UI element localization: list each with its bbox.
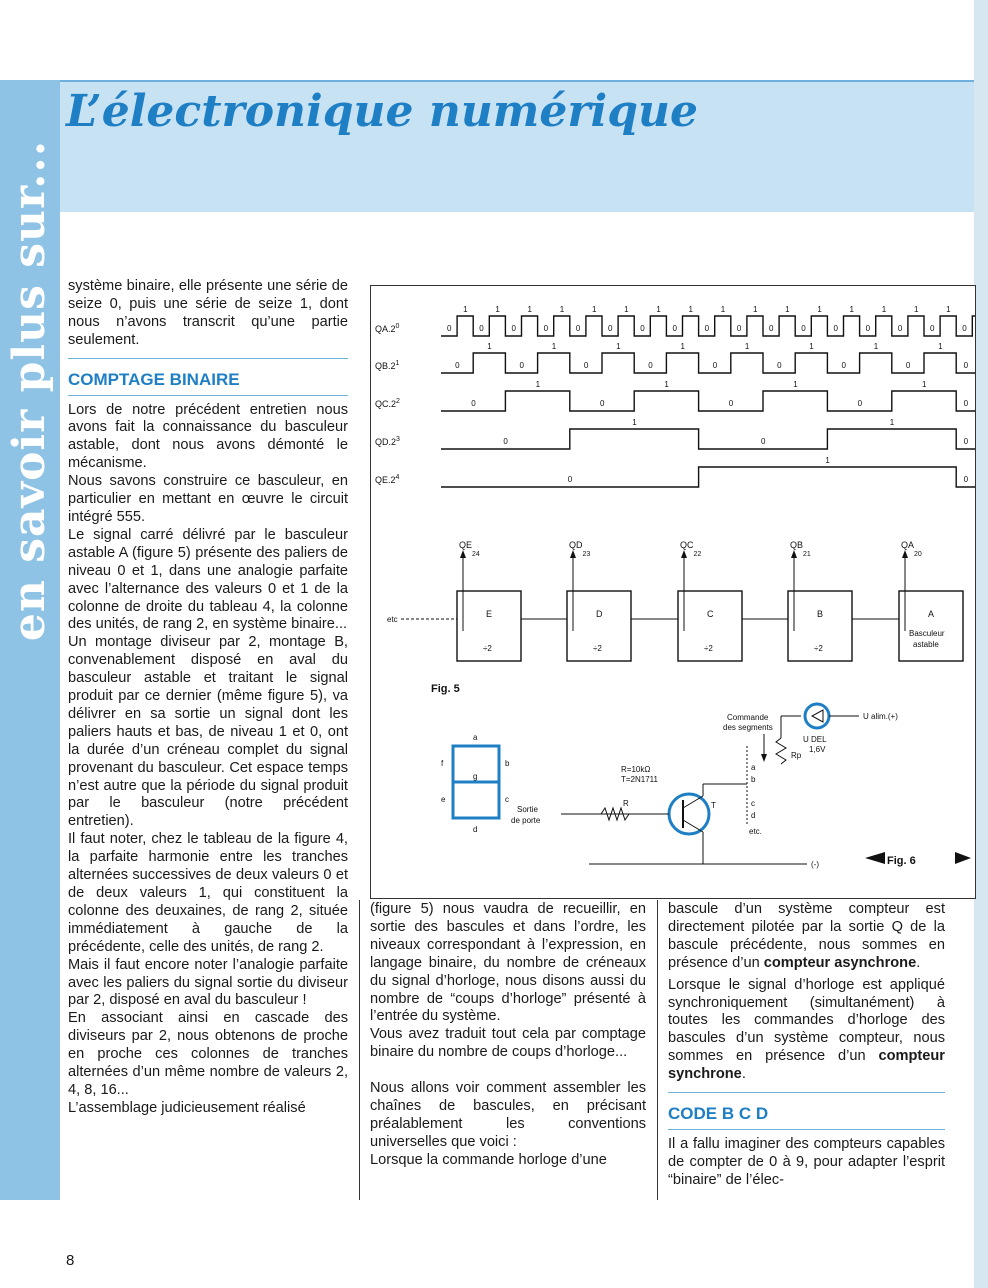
level-zero-label: 0 (600, 399, 605, 408)
output-label: $QC_{22}$ (680, 540, 702, 558)
header-strip (60, 212, 988, 228)
level-one-label: 1 (559, 305, 565, 314)
output-arrow-head (902, 550, 908, 558)
bus-segment-label: d (751, 811, 756, 820)
udel-label: U DEL (803, 735, 827, 744)
segment-label: e (441, 795, 446, 804)
paragraph: Le signal carré délivré par le basculeur astable A (figure 5) présente des paliers de niveau 0 et 1, dans une analogie parfaite avec l’alternance des valeurs 0 et 1 de la colonne de droite du tableau 4, la colonne des unités, de rang 2, en système binaire... (68, 526, 348, 633)
bus-etc-label: etc. (749, 827, 762, 836)
level-one-label: 1 (495, 305, 500, 314)
level-zero-label: 0 (471, 399, 476, 408)
level-zero-label: 0 (897, 324, 903, 333)
level-zero-label: 0 (503, 437, 508, 446)
left-column (68, 278, 348, 1118)
etc-label: etc (387, 615, 398, 624)
figure-box (370, 285, 976, 899)
level-one-label: 1 (938, 342, 943, 351)
block-letter: B (817, 609, 824, 619)
paragraph: Nous allons voir comment assembler les chaînes de bascules, en précisant préalablement les conventions universelles que voici : (370, 1080, 646, 1150)
level-zero-label: 0 (575, 324, 581, 333)
transistor-symbol (669, 794, 709, 834)
paragraph: Vous avez traduit tout cela par comptage binaire du nombre de coups d’horloge... (370, 1026, 646, 1061)
level-one-label: 1 (463, 305, 468, 314)
bus-segment-label: c (751, 799, 755, 808)
signal-exponent: 1 (395, 360, 400, 367)
level-one-label: 1 (913, 305, 919, 314)
level-one-label: 1 (817, 305, 822, 314)
waveform-line (441, 391, 975, 411)
level-zero-label: 0 (963, 399, 969, 408)
block-letter: A (928, 609, 935, 619)
block-divisor: ÷2 (814, 644, 823, 653)
text-run: . (741, 1066, 746, 1083)
level-one-label: 1 (752, 305, 758, 314)
level-one-label: 1 (535, 380, 541, 389)
astable-label: Basculeur (909, 629, 945, 638)
level-one-label: 1 (744, 342, 750, 351)
output-subscript: 21 (803, 551, 811, 558)
ground-label: (-) (811, 860, 819, 869)
signal-label: $QA.2^0$ (375, 323, 400, 334)
transistor-value-label: T=2N1711 (621, 775, 658, 784)
level-zero-label: 0 (648, 361, 653, 370)
astable-label: astable (913, 640, 939, 649)
output-label: $QA_{20}$ (901, 540, 922, 558)
level-zero-label: 0 (963, 475, 969, 484)
text-run: Lorsque le signal d’horloge est appliqué synchroniquement (simultanément) à toutes les commandes d’horloge des bascules d’un système compteur, nous sommes en présence d’un (668, 976, 945, 1065)
level-zero-label: 0 (963, 361, 969, 370)
command-arrow-head (761, 754, 767, 762)
segment-label: d (473, 825, 478, 834)
level-one-label: 1 (688, 305, 694, 314)
section-heading-bcd: CODE B C D (668, 1092, 945, 1130)
block-letter: C (707, 609, 714, 619)
level-one-label: 1 (720, 305, 726, 314)
porte-label: de porte (511, 816, 541, 825)
level-zero-label: 0 (761, 437, 766, 446)
output-arrow-head (460, 550, 466, 558)
level-one-label: 1 (591, 305, 597, 314)
level-zero-label: 0 (519, 361, 524, 370)
level-zero-label: 0 (905, 361, 911, 370)
led-symbol (805, 704, 829, 728)
commande-label: Commande (727, 713, 769, 722)
block-divisor: ÷2 (704, 644, 713, 653)
level-zero-label: 0 (801, 324, 806, 333)
waveform-line (441, 467, 975, 487)
signal-label: $QD.2^3$ (375, 436, 400, 447)
segment-lower (453, 782, 499, 818)
bus-segment-label: b (751, 775, 756, 784)
figure-svg (371, 286, 975, 898)
column-divider (359, 900, 360, 1200)
level-zero-label: 0 (962, 324, 967, 333)
right-column (668, 901, 945, 1190)
output-subscript: 20 (914, 551, 922, 558)
block-divisor: ÷2 (483, 644, 492, 653)
segment-label: f (441, 759, 444, 768)
level-zero-label: 0 (511, 324, 516, 333)
column-divider (657, 900, 658, 1200)
output-arrow-head (791, 550, 797, 558)
output-label: $QD_{23}$ (569, 540, 591, 558)
paragraph: En associant ainsi en cascade des diviseurs par 2, nous obtenons de proche en proche ces colonnes de tranches alternées d’un même nombre de valeurs 2, 4, 8, 16... (68, 1010, 348, 1098)
signal-exponent: 0 (395, 323, 400, 330)
level-one-label: 1 (527, 305, 533, 314)
paragraph: Il faut noter, chez le tableau de la figure 4, la parfaite harmonie entre les tranches alternées successives de deux valeurs 0 et de deux valeurs 1, qui constituent la colonne des deuxaines, de rang 2, située immédiatement à gauche de la précédente, celle des unités, de rang 2. (68, 831, 348, 955)
level-zero-label: 0 (865, 324, 871, 333)
level-zero-label: 0 (728, 399, 734, 408)
level-zero-label: 0 (543, 324, 549, 333)
level-one-label: 1 (785, 305, 790, 314)
level-zero-label: 0 (704, 324, 710, 333)
text-run: bascule d’un système compteur est directement pilotée par la sortie Q de la bascule précédente, nous sommes en présence d’un (668, 901, 945, 971)
level-one-label: 1 (849, 305, 855, 314)
level-zero-label: 0 (583, 361, 589, 370)
paragraph (668, 901, 945, 973)
output-subscript: 22 (693, 551, 702, 558)
fig6-arrow-left (865, 852, 885, 864)
voltage-label: 1,6V (809, 745, 826, 754)
signal-exponent: 4 (395, 474, 400, 481)
rp-label: Rp (791, 751, 802, 760)
level-one-label: 1 (680, 342, 685, 351)
level-one-label: 1 (809, 342, 814, 351)
paragraph (668, 977, 945, 1084)
output-subscript: 23 (582, 551, 591, 558)
level-zero-label: 0 (640, 324, 645, 333)
paragraph: L’assemblage judicieusement réalisé (68, 1099, 306, 1116)
level-one-label: 1 (664, 380, 669, 389)
level-one-label: 1 (825, 456, 830, 465)
figure-5-label: Fig. 5 (431, 683, 460, 695)
segment-label: a (473, 733, 478, 742)
section-heading-comptage: COMPTAGE BINAIRE (68, 358, 348, 396)
level-one-label: 1 (551, 342, 557, 351)
level-zero-label: 0 (769, 324, 774, 333)
block-letter: E (486, 609, 493, 619)
output-label: $QE_{24}$ (459, 540, 480, 558)
level-zero-label: 0 (455, 361, 460, 370)
output-label: $QB_{21}$ (790, 540, 811, 558)
signal-label: $QC.2^2$ (375, 398, 400, 409)
ualim-label: U alim.(+) (863, 712, 898, 721)
segments-label: des segments (723, 723, 773, 732)
level-zero-label: 0 (608, 324, 613, 333)
paragraph: Lors de notre précédent entretien nous avons fait la connaissance du basculeur astable, dont nous avons démonté le mécanisme. (68, 401, 348, 472)
signal-label: $QE.2^4$ (375, 474, 400, 485)
right-edge-strip (974, 0, 988, 1288)
level-zero-label: 0 (672, 324, 677, 333)
level-one-label: 1 (946, 305, 951, 314)
divider-block (899, 591, 963, 661)
level-one-label: 1 (922, 380, 927, 389)
output-arrow-head (681, 550, 687, 558)
level-zero-label: 0 (712, 361, 718, 370)
bold-term: compteur synchrone (668, 1048, 945, 1083)
page-title: L’électronique numérique (66, 86, 699, 137)
bold-term: compteur asynchrone (763, 954, 917, 971)
segment-label: b (505, 759, 510, 768)
side-label: en savoir plus sur... (4, 139, 56, 641)
segment-label: c (505, 795, 509, 804)
page-number: 8 (66, 1252, 75, 1269)
intro-paragraph: système binaire, elle présente une série de seize 0, puis une série de seize 1, dont nous n’avons transcrit qu’une partie seulement. (68, 278, 348, 348)
middle-column (370, 901, 646, 1170)
output-arrow-head (570, 550, 576, 558)
paragraph: Nous savons construire ce basculeur, en particulier en mettant en œuvre le circuit intégré 555. (68, 473, 348, 525)
level-one-label: 1 (487, 342, 492, 351)
level-zero-label: 0 (963, 437, 969, 446)
resistor-label: R (623, 799, 629, 808)
block-letter: D (596, 609, 603, 619)
figure-6-label: Fig. 6 (887, 855, 916, 867)
fig6-arrow-right (955, 852, 971, 864)
r-value-label: R=10kΩ (621, 765, 651, 774)
level-zero-label: 0 (736, 324, 742, 333)
bus-segment-label: a (751, 763, 756, 772)
paragraph: Il a fallu imaginer des compteurs capables de compter de 0 à 9, pour adapter l’esprit “binaire” de l’élec- (668, 1135, 945, 1188)
signal-label: $QB.2^1$ (375, 360, 400, 371)
level-zero-label: 0 (930, 324, 935, 333)
paragraph: Mais il faut encore noter l’analogie parfaite avec les paliers du signal sortie du diviseur par 2, disposé en aval du basculeur ! (68, 956, 348, 1009)
level-zero-label: 0 (777, 361, 782, 370)
level-one-label: 1 (656, 305, 661, 314)
level-one-label: 1 (616, 342, 621, 351)
level-one-label: 1 (873, 342, 879, 351)
waveform-line (441, 429, 975, 449)
signal-exponent: 2 (396, 398, 400, 405)
rp-resistor (776, 738, 786, 764)
sortie-label: Sortie (517, 805, 538, 814)
level-zero-label: 0 (567, 475, 573, 484)
level-one-label: 1 (881, 305, 887, 314)
paragraph: (figure 5) nous vaudra de recueillir, en sortie des bascules et dans l’ordre, les niveaux correspondant à l’expression, en langage binaire, du nombre de créneaux du signal d’horloge, nous disons aussi du nombre de “coups d’horloge” présenté à l’entrée du système. (370, 901, 646, 1025)
level-zero-label: 0 (841, 361, 846, 370)
level-zero-label: 0 (857, 399, 863, 408)
side-label-container (0, 80, 60, 700)
level-one-label: 1 (889, 418, 895, 427)
segment-label: g (473, 772, 478, 781)
level-one-label: 1 (624, 305, 629, 314)
level-one-label: 1 (632, 418, 637, 427)
signal-exponent: 3 (396, 436, 400, 443)
level-zero-label: 0 (447, 324, 452, 333)
level-one-label: 1 (793, 380, 798, 389)
level-zero-label: 0 (479, 324, 484, 333)
text-run: . (916, 954, 921, 971)
level-zero-label: 0 (833, 324, 838, 333)
output-subscript: 24 (472, 551, 480, 558)
paragraph: Un montage diviseur par 2, montage B, convenablement disposé en aval du basculeur astable et traitant le signal produit par ce dernier (même figure 5), va délivrer en sa sortie un signal dont les paliers hauts et bas, de niveau 1 et 0, ont la durée d’un créneau complet du signal provenant du basculeur. Cet espace temps n’est autre que la période du signal produit par le basculeur (notre précédent entretien). (68, 634, 348, 830)
paragraph: Lorsque la commande horloge d’une (370, 1151, 607, 1168)
transistor-t-label: T (711, 801, 716, 810)
block-divisor: ÷2 (593, 644, 602, 653)
